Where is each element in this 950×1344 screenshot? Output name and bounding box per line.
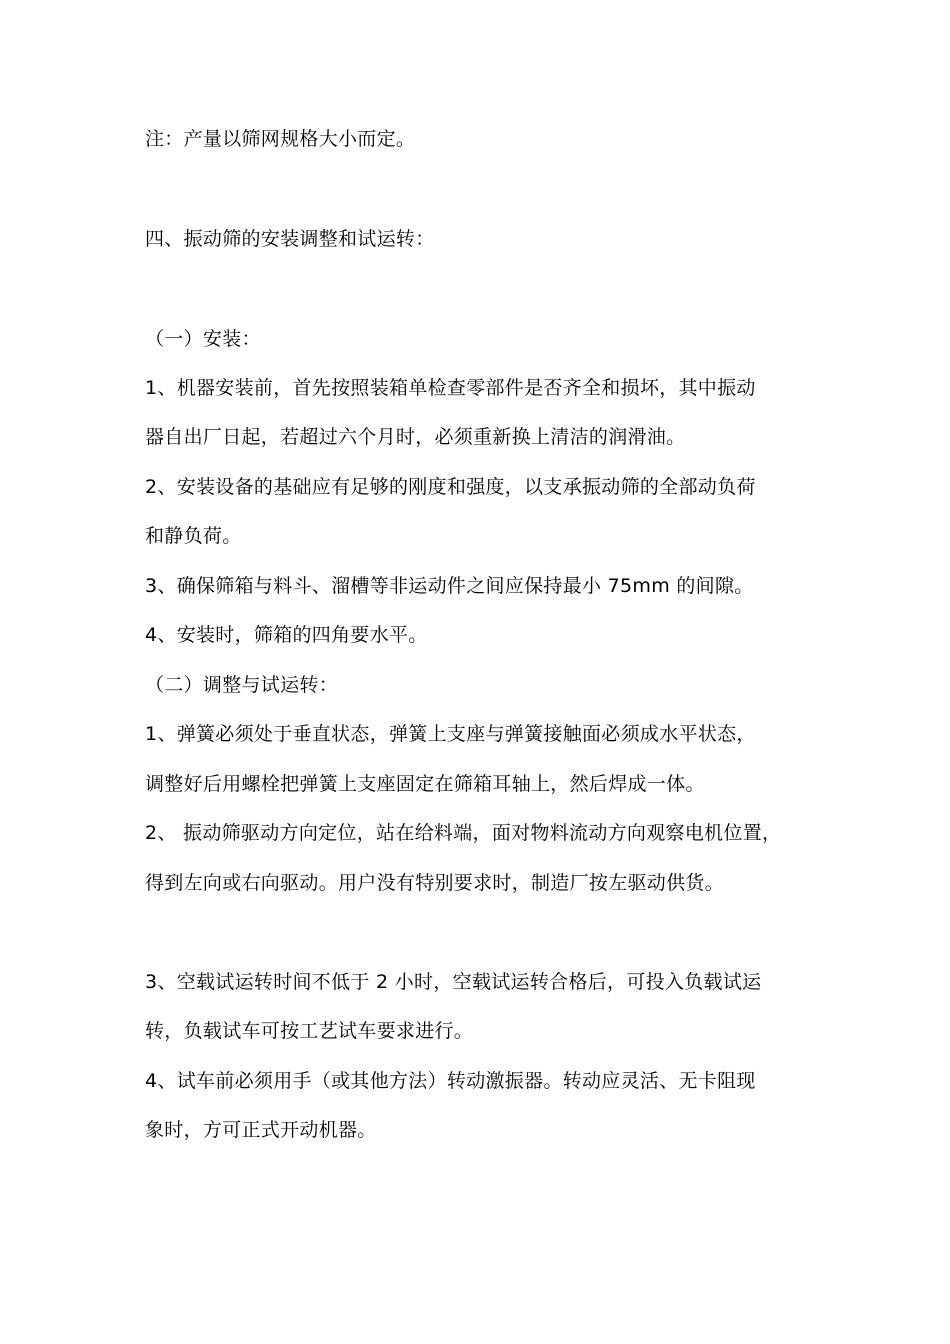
adjust-heading: （二）调整与试运转：: [145, 674, 339, 696]
adjust-item-3-line-2: 转，负载试车可按工艺试车要求进行。: [145, 1020, 474, 1042]
adjust-item-1-line-2: 调整好后用螺栓把弹簧上支座固定在筛箱耳轴上，然后焊成一体。: [145, 773, 705, 795]
install-item-1-line-1: 1、机器安装前，首先按照装箱单检查零部件是否齐全和损坏，其中振动: [145, 377, 756, 399]
section-heading: 四、振动筛的安装调整和试运转：: [145, 228, 435, 250]
install-item-3: 3、确保筛箱与料斗、溜槽等非运动件之间应保持最小 75mm 的间隙。: [145, 575, 754, 597]
install-item-4: 4、安装时，筛箱的四角要水平。: [145, 624, 428, 646]
adjust-item-4-line-1: 4、试车前必须用手（或其他方法）转动激振器。转动应灵活、无卡阻现: [145, 1070, 756, 1092]
install-item-2-line-1: 2、安装设备的基础应有足够的刚度和强度，以支承振动筛的全部动负荷: [145, 476, 756, 498]
adjust-item-2-line-1: 2、 振动筛驱动方向定位，站在给料端，面对物料流动方向观察电机位置，: [145, 822, 782, 844]
adjust-item-1-line-1: 1、弹簧必须处于垂直状态，弹簧上支座与弹簧接触面必须成水平状态，: [145, 723, 756, 745]
install-item-1-line-2: 器自出厂日起，若超过六个月时，必须重新换上清洁的润滑油。: [145, 426, 686, 448]
adjust-item-3-line-1: 3、空载试运转时间不低于 2 小时，空载试运转合格后，可投入负载试运: [145, 971, 762, 993]
install-item-2-line-2: 和静负荷。: [145, 525, 242, 547]
adjust-item-4-line-2: 象时，方可正式开动机器。: [145, 1119, 377, 1141]
note-text: 注：产量以筛网规格大小而定。: [145, 128, 416, 150]
install-heading: （一）安装：: [145, 328, 261, 350]
adjust-item-2-line-2: 得到左向或右向驱动。用户没有特别要求时，制造厂按左驱动供货。: [145, 872, 725, 894]
